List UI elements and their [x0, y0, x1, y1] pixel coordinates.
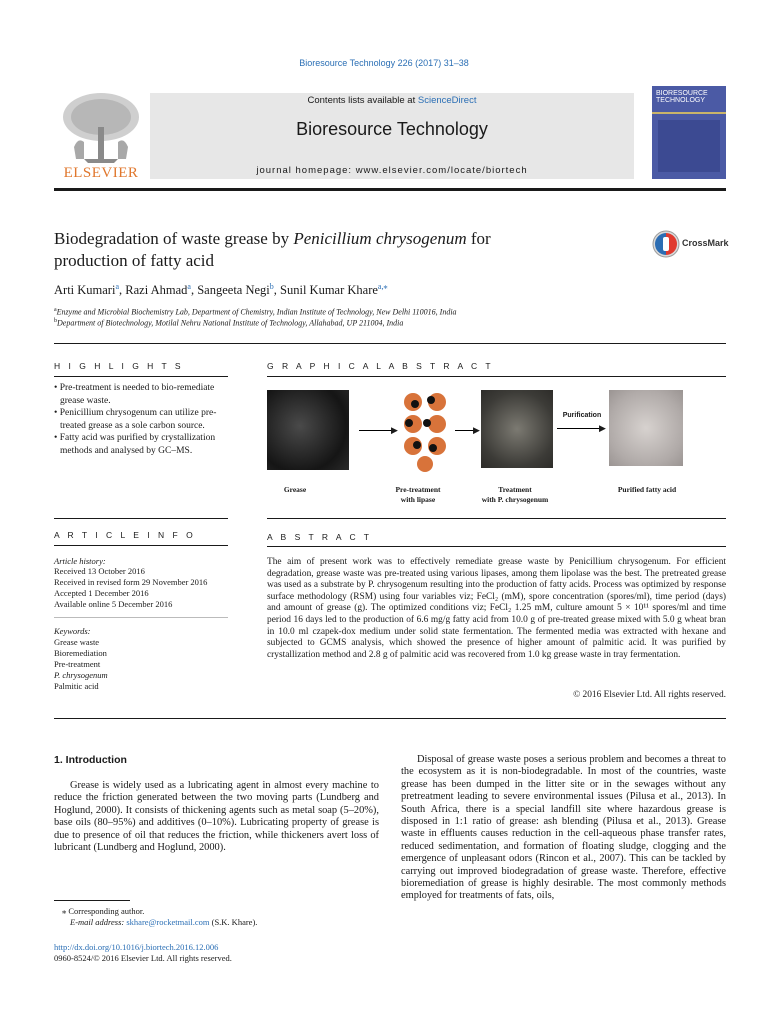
title-line2: production of fatty acid — [54, 251, 215, 270]
email-suffix: (S.K. Khare). — [209, 917, 258, 927]
crossmark-icon — [652, 230, 680, 258]
history-heading: Article history: — [54, 556, 106, 566]
author-name[interactable]: Sangeeta Negi — [197, 283, 270, 298]
cover-art — [658, 120, 720, 172]
graphical-abstract-rule — [267, 376, 726, 377]
cover-stripe — [652, 112, 726, 114]
highlight-item: • Penicillium chrysogenum can utilize pre-treated grease as a sole carbon source. — [54, 408, 217, 431]
arrow-right-icon: ▶ — [391, 425, 398, 435]
intro-heading: 1. Introduction — [54, 754, 127, 766]
ga-label-line: Pre-treatment — [395, 485, 441, 494]
title-rule — [54, 343, 726, 344]
author-affil-marker: b — [269, 282, 274, 291]
highlights-heading: H I G H L I G H T S — [54, 361, 184, 371]
author-list: Arti Kumari$^a$, Razi Ahmad$^a$, Sangeeta Negi$^b$, Sunil Kumar Khare$^{a,⁎}$ — [54, 282, 388, 298]
abstract-heading: A B S T R A C T — [267, 532, 373, 542]
ga-label-line: with lipase — [400, 495, 436, 504]
intro-right-paragraph: Disposal of grease waste poses a serious problem and becomes a threat to the ecosystem as it is non-biodegradable. In most of the countries, waste grease has been dumped in the litter site or in the sewages without any pretreatment leading to severe environmental issues (Pilusa et al., 2013). In South Africa, there is a special landfill site where hazardous grease is disposed in 1:1 ratio of grease: ash blending (Pilusa et al., 2013). Grease waste in effluents causes reduction in the cell-aqueous phase transfer rates, reduced sedimentation, and formation of floating sludge, clogging and the emergence of unpleasant odors (Rincon et al., 2007). This can be tackled by carrying out improved biodegradation of grease waste. Therefore, effective bioremediation of grease is highly desirable. The most commonly methods employed for treatments of fats, oils, — [401, 754, 726, 902]
affiliation-marker: a — [54, 307, 57, 313]
highlights-rule — [54, 376, 228, 377]
ga-label-pretreatment — [383, 485, 453, 505]
lipase-treated-spots — [401, 390, 451, 474]
history-item: Accepted 1 December 2016 — [54, 588, 149, 598]
affiliation-b — [54, 318, 714, 328]
grease-photo — [267, 390, 349, 470]
arrow-right-icon: ▶ — [473, 425, 480, 435]
ga-label-grease: Grease — [283, 485, 307, 494]
title-part2: for — [466, 229, 491, 248]
keywords-rule — [54, 617, 228, 618]
ga-label-line: Treatment — [498, 485, 532, 494]
keyword[interactable]: P. chrysogenum — [54, 670, 108, 680]
author-affil-marker: a — [115, 282, 120, 291]
arrow-right-icon: ▶ — [599, 423, 606, 433]
keyword[interactable]: Grease waste — [54, 637, 100, 647]
keywords-heading: Keywords: — [54, 626, 91, 636]
affiliation-text: Department of Biotechnology, Motilal Nehru National Institute of Technology, Allahabad, UP 211004, India — [57, 318, 404, 328]
email-note — [54, 917, 384, 928]
corresponding-author-note: ⁎ Corresponding author. — [62, 906, 145, 916]
keyword[interactable]: Bioremediation — [54, 648, 107, 658]
title-part1: Biodegradation of waste grease by — [54, 229, 294, 248]
arrow-shaft — [557, 428, 601, 429]
doi-block — [54, 942, 384, 964]
highlight-item: • Pre-treatment is needed to bio-remediate grease waste. — [54, 383, 215, 406]
sciencedirect-link[interactable]: ScienceDirect — [417, 95, 477, 106]
abstract-rule — [267, 546, 726, 547]
history-item: Received 13 October 2016 — [54, 566, 145, 576]
graphical-abstract-heading: G R A P H I C A L A B S T R A C T — [267, 361, 494, 371]
section-rule — [267, 518, 726, 519]
ga-label-line: with P. chrysogenum — [481, 495, 549, 504]
article-info-rule — [54, 545, 228, 546]
author-name[interactable]: Razi Ahmad — [125, 283, 188, 298]
intro-left-paragraph: Grease is widely used as a lubricating agent in almost every machine to reduce the friction generated between the two moving parts (Lundberg and Hoglund, 2000). It consists of thickening agents such as metal soap (5–20%), base oils (80–95%) and additives (0–10%). Lubricating property of grease is due to presence of oil that reduces the friction, while thickeners avert loss of lubricant (Lundberg and Hoglund, 2000). — [54, 780, 379, 854]
journal-cover-image — [652, 86, 726, 179]
abstract-bottom-rule — [54, 718, 726, 719]
author-affil-marker: a,⁎ — [377, 282, 388, 291]
email-label: E-mail address: — [70, 917, 127, 927]
highlight-item: • Fatty acid was purified by crystallization methods and analysed by GC–MS. — [54, 433, 216, 456]
keyword[interactable]: Pre-treatment — [54, 659, 101, 669]
elsevier-wordmark: ELSEVIER — [63, 165, 139, 181]
contents-prefix: Contents lists available at — [307, 95, 418, 106]
purification-label: Purification — [562, 412, 602, 419]
footnote-rule — [54, 900, 130, 901]
treatment-photo — [481, 390, 553, 468]
article-info-heading: A R T I C L E I N F O — [54, 530, 196, 540]
affiliation-marker: b — [54, 318, 57, 324]
graphical-abstract-figure — [267, 388, 726, 508]
section-rule — [54, 518, 228, 519]
abstract-text: The aim of present work was to effectively remediate grease waste by Penicillium chrysogenum. For efficient degradation, grease waste was pre-treated using various lipases, among them lipolase was the best. The pretreated grease was used as a substrate by P. chrysogenum resulting into the production of fatty acids. Process was optimized by response surface methodology (RSM) using four variables viz; FeCl₂ (mM), spore concentration (spores/ml), time period (days) and amount of grease (g). The optimized conditions viz; FeCl₂ 1.25 mM, culture amount 5 × 10¹¹ spores/ml and time period 16 days led to the production of 6.6 mg/g fatty acid from 10.0 g of pre-treated grease mixed with 5.0 g wheat bran in 10.0 ml czapek-dox medium under solid state fermentation. The fermented media was extracted with hexane and subjected to GCMS analysis, which showed the presence of higher amount of palmitic acid. It was purified by crystallization method and 2.8 g of palmitic acid was recovered from 1.0 kg grease waste in tray fermentation. — [267, 557, 726, 660]
ga-label-treatment — [467, 485, 563, 505]
title-italic: Penicillium chrysogenum — [293, 229, 467, 248]
keyword[interactable]: Palmitic acid — [54, 681, 99, 691]
cover-title: BIORESOURCE TECHNOLOGY — [656, 90, 708, 104]
article-title — [54, 228, 594, 272]
journal-reference[interactable]: Bioresource Technology 226 (2017) 31–38 — [299, 58, 469, 68]
history-item: Available online 5 December 2016 — [54, 599, 173, 609]
issn-line: 0960-8524/© 2016 Elsevier Ltd. All rights reserved. — [54, 953, 232, 963]
footnotes — [54, 906, 384, 928]
crossmark-badge[interactable] — [652, 230, 732, 260]
elsevier-logo — [54, 87, 148, 183]
email-link[interactable]: skhare@rocketmail.com — [126, 917, 210, 927]
journal-title: Bioresource Technology — [296, 119, 488, 139]
header-rule — [54, 188, 726, 191]
contents-line — [150, 95, 634, 106]
affiliation-text: Enzyme and Microbial Biochemistry Lab, Department of Chemistry, Indian Institute of Technology, New Delhi 110016, India — [56, 307, 457, 317]
history-item: Received in revised form 29 November 2016 — [54, 577, 208, 587]
affiliation-a — [54, 307, 714, 317]
highlights-list — [54, 382, 228, 457]
ga-label-purified: Purified fatty acid — [617, 485, 677, 494]
arrow-shaft — [359, 430, 393, 431]
abstract-copyright: © 2016 Elsevier Ltd. All rights reserved. — [573, 690, 726, 700]
author-name[interactable]: Sunil Kumar Khare — [280, 283, 378, 298]
doi-link[interactable]: http://dx.doi.org/10.1016/j.biortech.2016.12.006 — [54, 942, 219, 952]
author-affil-marker: a — [187, 282, 191, 291]
journal-homepage[interactable]: journal homepage: www.elsevier.com/locate/biortech — [256, 165, 528, 176]
author-name[interactable]: Arti Kumari — [54, 283, 116, 298]
crossmark-label: CrossMark — [682, 238, 729, 248]
lipase-spots-icon — [401, 390, 451, 474]
purified-acid-photo — [609, 390, 683, 466]
